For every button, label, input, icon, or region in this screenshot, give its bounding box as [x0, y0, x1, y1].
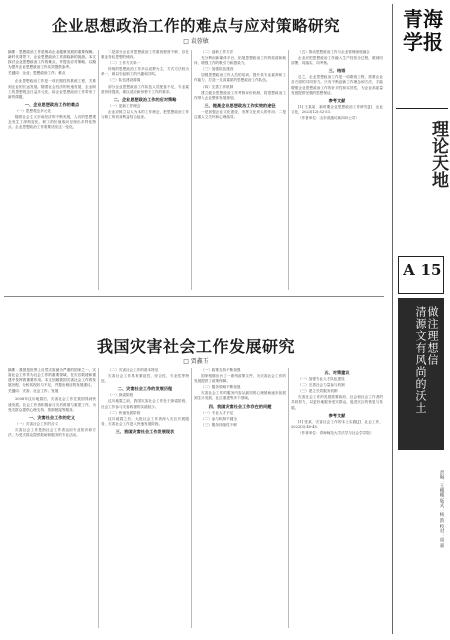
column-divider	[288, 368, 289, 628]
section-heading: 三、我国灾害社会工作发展现状	[115, 428, 175, 434]
paragraph: （一）灾害社会工作的含义	[15, 421, 59, 426]
section-letter: A	[403, 261, 415, 279]
page-number: 15	[420, 261, 442, 279]
masthead-rule	[396, 108, 448, 109]
paragraph: （二）参与机制不健全	[201, 416, 237, 421]
paragraph: 部分企业思想政治工作队伍人员配备不足，专业素质有待提高，难以适应新形势下工作的要求。	[101, 84, 189, 94]
paragraph: 国家相继出台了一系列政策文件，为灾害社会工作的发展提供了政策保障。	[194, 374, 286, 384]
section-heading: 三、提高企业思想政治工作实效的途径	[204, 102, 276, 108]
column-divider	[98, 368, 99, 628]
section-heading: 一、灾害社会工作的定义	[28, 414, 76, 420]
column-divider	[191, 368, 192, 628]
paragraph: （四）完善工作机制	[201, 84, 234, 89]
section-heading: 四、我国灾害社会工作存在的问题	[208, 403, 272, 409]
article1-author: □ 袁蓉敏	[183, 38, 209, 45]
paragraph: 灾害社会工作具有紧迫性、综合性、专业性等特征。	[101, 374, 189, 384]
article2-column-4	[291, 368, 383, 628]
paragraph: 灾害社会工作是指社会工作者运用专业知识和方法，为受灾群众提供救助和服务的专业活动。	[8, 427, 96, 438]
paragraph: 企业思想政治工作是一项长期性的系统工程，关系到企业的长远发展。随着社会经济的快速发展，企业职工的思想观念日益多元化，给企业思想政治工作带来了新的课题。	[8, 79, 96, 99]
article2-column-3	[194, 368, 286, 628]
slogan-line-1: 做注理想信	[426, 306, 439, 366]
paragraph: （一）政策支持不断加强	[201, 368, 241, 372]
editorial-credits: 责编：王娜娜 版式：杨 韵 校对：周 嘉	[439, 470, 444, 548]
paragraph: （一）探索阶段	[108, 393, 134, 398]
article1-column-4	[291, 50, 383, 290]
references-heading: 参考文献	[328, 412, 346, 418]
references-heading: 参考文献	[328, 97, 346, 103]
paragraph: （三）加强队伍建设	[201, 67, 234, 72]
article1-keywords: 关键词：企业；思想政治工作；难点	[8, 71, 66, 76]
slogan-banner	[398, 298, 444, 450]
article1-column-2	[101, 50, 189, 290]
column-divider	[98, 50, 99, 290]
slogan-line-2: 清源文有风尚的沃土	[414, 306, 427, 414]
page-indicator	[398, 256, 444, 294]
paragraph: 一是加强企业文化建设，发挥文化育人的作用；二是注重人文关怀和心理疏导。	[194, 109, 286, 120]
section-heading: 二、企业思想政治工作的应对策略	[113, 96, 177, 102]
paragraph: 总之，企业思想政治工作是一项系统工程，需要企业各方面的共同努力。只有不断创新工作理念和方法，才能增强企业思想政治工作的针对性和实效性，为企业高质量发展提供坚强的思想保证。	[291, 75, 383, 95]
section-heading: 二、灾害社会工作的发展历程	[117, 386, 173, 392]
paragraph: （一）更新工作理念	[108, 103, 141, 108]
article2-column-1	[8, 368, 96, 628]
paragraph: 汶川地震之前，我国灾害社会工作处于探索阶段，社会工作参与灾害救援的实践较少。	[101, 399, 189, 409]
author-affiliation: （作者单位：山东省潍坊新四环公司）	[298, 116, 360, 121]
paragraph: （二）服务领域不断拓展	[201, 385, 241, 390]
article1-column-3	[194, 50, 286, 290]
column-divider	[288, 50, 289, 290]
paragraph: （三）建立长效服务机制	[298, 389, 338, 394]
article2-abstract: 摘要：我国是世界上自然灾害最为严重的国家之一。灾害社会工作作为社会工作的重要领域，在灾后救援和重建中发挥着重要作用。本文回顾我国灾害社会工作的发展历程，分析其现状与不足，并提出相应的发展建议。	[8, 368, 96, 388]
article-disaster-social-work	[6, 300, 386, 632]
article2-column-2	[101, 368, 189, 628]
paragraph: （二）快速发展阶段	[108, 410, 141, 415]
paragraph: 灾害社会工作的发展需要政府、社会和社会工作者的共同努力，以更好地服务受灾群众，促进灾区的恢复与发展。	[291, 395, 383, 410]
article2-title: 我国灾害社会工作发展研究	[96, 337, 295, 356]
paragraph: 企业应把思想政治工作融入生产经营全过程，做到同部署、同落实、同考核。	[291, 56, 383, 66]
paragraph: 随着社会主义市场经济的不断发展，人们的思想观念发生了深刻变化，职工的价值取向呈现出多样化特点。企业思想政治工作需要适应这一变化。	[8, 115, 96, 130]
paragraph: （一）加强专业人才队伍建设	[298, 377, 345, 382]
newspaper-sidebar	[392, 0, 450, 640]
paragraph: （二）创新工作方法	[201, 50, 234, 54]
paragraph: 2008年汶川地震后，灾害社会工作在我国得到快速发展。社会工作者积极参与灾后救援与重建工作，为受灾群众提供心理支持、资源链接等服务。	[8, 397, 96, 412]
paragraph: （一）思想观念多元化	[15, 108, 51, 113]
article1-abstract: 摘要：思想政治工作是推动企业健康发展的重要保障。新时代背景下，企业思想政治工作面临新的挑战。本文探讨企业思想政治工作的难点，并提出应对策略，以期为提升企业思想政治工作实效提供参考。	[8, 50, 96, 70]
reference-item: [1] 王某某．新时期企业思想政治工作研究[J]．企业文化，2023(12):52-53.	[291, 104, 383, 114]
paragraph: 企业应树立以人为本的工作理念，把思想政治工作与职工的切身利益结合起来。	[101, 109, 189, 120]
author-affiliation: （作者单位：青海师范大学法学与社会学学院）	[298, 430, 374, 435]
paragraph: 灾害社会工作的服务内容从最初的心理援助逐步拓展到生计发展、社区重建等多个领域。	[194, 391, 286, 401]
slogan-text	[404, 306, 438, 414]
paragraph: （三）服务持续性不够	[201, 422, 237, 427]
paragraph: 加强思想政治工作人员的培训，提升其专业素养和工作能力，打造一支高素质的思想政治工作队伍。	[194, 73, 286, 83]
article1-title: 企业思想政治工作的难点与应对策略研究	[51, 16, 340, 35]
paragraph: （三）队伍建设薄弱	[108, 78, 141, 83]
paragraph: （五）推动思想政治工作与企业管理深度融合	[298, 50, 370, 54]
article-enterprise-political-work	[6, 6, 386, 294]
paragraph: 汶川地震之后，大批社会工作者深入灾区开展服务，灾害社会工作进入快速发展阶段。	[101, 416, 189, 426]
paragraph: （一）专业人才不足	[201, 410, 234, 415]
paragraph: 充分利用新媒体平台，拓展思想政治工作的渠道和载体，增强工作的吸引力和感染力。	[194, 56, 286, 66]
paragraph: （二）灾害社会工作的基本特征	[108, 368, 159, 372]
section-heading: 五、对策建议	[324, 370, 350, 375]
paragraph: 传统的思想政治工作多以说教为主，方式方法较为单一，难以引起职工的兴趣和共鸣。	[101, 67, 189, 77]
newspaper-masthead: 青海学报	[403, 7, 443, 54]
sidebar-border	[392, 4, 393, 634]
paragraph: （二）完善社会力量参与机制	[298, 383, 345, 388]
paragraph: 二是部分企业对思想政治工作重视程度不够，存在重业务轻思想的倾向。	[101, 50, 189, 60]
paragraph: 建立健全思想政治工作考核评价机制，将思想政治工作纳入企业整体发展规划。	[194, 90, 286, 100]
section-heading: 三、结语	[328, 68, 346, 74]
article2-keywords: 关键词：灾害；社会工作；发展	[8, 389, 59, 394]
reference-item: [1] 张某．灾害社会工作的本土实践[J]．社会工作，2022(3):40-45.	[291, 419, 383, 429]
paragraph: （二）工作方式单一	[108, 61, 141, 66]
article2-author: □ 贾鑫玉	[183, 358, 209, 365]
section-heading: 一、企业思想政治工作的难点	[24, 101, 80, 107]
article-divider	[4, 296, 384, 297]
section-title: 理论天地	[428, 120, 448, 188]
column-divider	[191, 50, 192, 290]
article1-column-1	[8, 50, 96, 290]
